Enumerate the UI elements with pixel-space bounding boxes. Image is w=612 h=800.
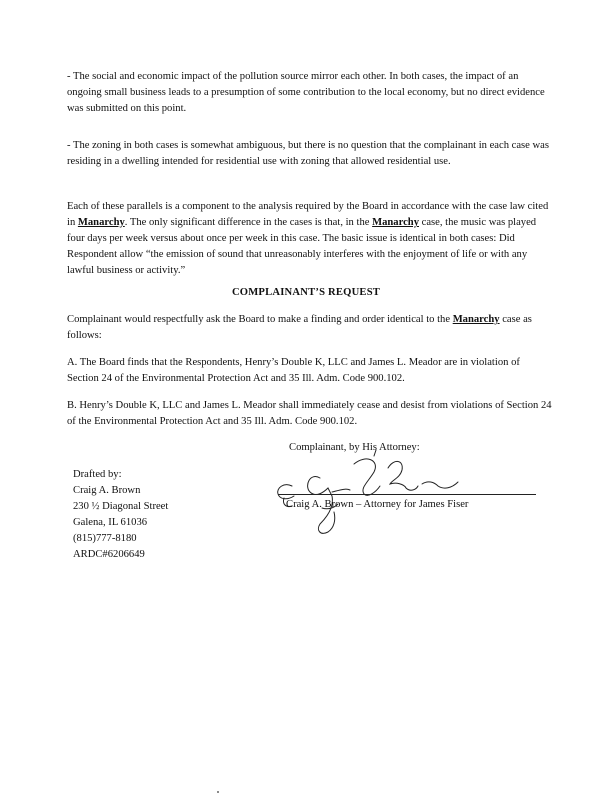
drafter-ardc: ARDC#6206649 bbox=[73, 549, 145, 560]
signature-intro: Complainant, by His Attorney: bbox=[289, 442, 420, 453]
drafter-street: 230 ½ Diagonal Street bbox=[73, 501, 169, 512]
parallels-text-1: Each of these parallels is a component to the analysis required by the Board in accordance with the case law cited in bbox=[67, 201, 549, 228]
impact-paragraph: - The social and economic impact of the pollution source mirror each other. In both cases, the impact of an ongoing small business leads to a presumption of some contribution to the local economy, but no direct evidence was submitted on this point. bbox=[67, 71, 545, 114]
drafted-by-block bbox=[73, 467, 168, 563]
case-name-manarchy: Manarchy bbox=[452, 314, 500, 325]
zoning-paragraph: - The zoning in both cases is somewhat ambiguous, but there is no question that the complainant in each case was residing in a dwelling intended for residential use with zoning that allowed residential use. bbox=[67, 140, 549, 167]
parallels-text-3: case, the music was played four days per week versus about once per week in this case. The basic issue is identical in both cases: Did Respondent allow “the emission of sound that unreasonably interferes with the enjoyment of life or with any lawful business or activity.” bbox=[67, 217, 537, 276]
parallels-paragraph bbox=[67, 199, 552, 279]
scan-speck bbox=[217, 791, 219, 793]
drafter-city: Galena, IL 61036 bbox=[73, 517, 148, 528]
drafted-by-label: Drafted by: bbox=[73, 469, 122, 480]
finding-a-paragraph: A. The Board finds that the Respondents, Henry’s Double K, LLC and James L. Meador are in violation of Section 24 of the Environmental Protection Act and 35 Ill. Adm. Code 900.102. bbox=[67, 357, 520, 384]
request-intro-text-2: case as follows: bbox=[67, 314, 532, 341]
request-intro-text-1: Complainant would respectfully ask the Board to make a finding and order identical to the bbox=[67, 314, 453, 325]
drafter-name: Craig A. Brown bbox=[73, 485, 141, 496]
parallels-text-2: . The only significant difference in the cases is that, in the bbox=[124, 217, 373, 228]
signer-line: Craig A. Brown – Attorney for James Fiser bbox=[286, 499, 469, 510]
finding-b-paragraph: B. Henry’s Double K, LLC and James L. Meador shall immediately cease and desist from violations of Section 24 of the Environmental Protection Act and 35 Ill. Adm. Code 900.102. bbox=[67, 400, 552, 427]
request-heading: COMPLAINANT’S REQUEST bbox=[231, 287, 381, 298]
case-name-manarchy: Manarchy bbox=[372, 217, 419, 228]
signature-line bbox=[278, 494, 536, 495]
request-intro-paragraph bbox=[67, 312, 552, 344]
drafter-phone: (815)777-8180 bbox=[73, 533, 137, 544]
case-name-manarchy: Manarchy bbox=[77, 217, 125, 228]
